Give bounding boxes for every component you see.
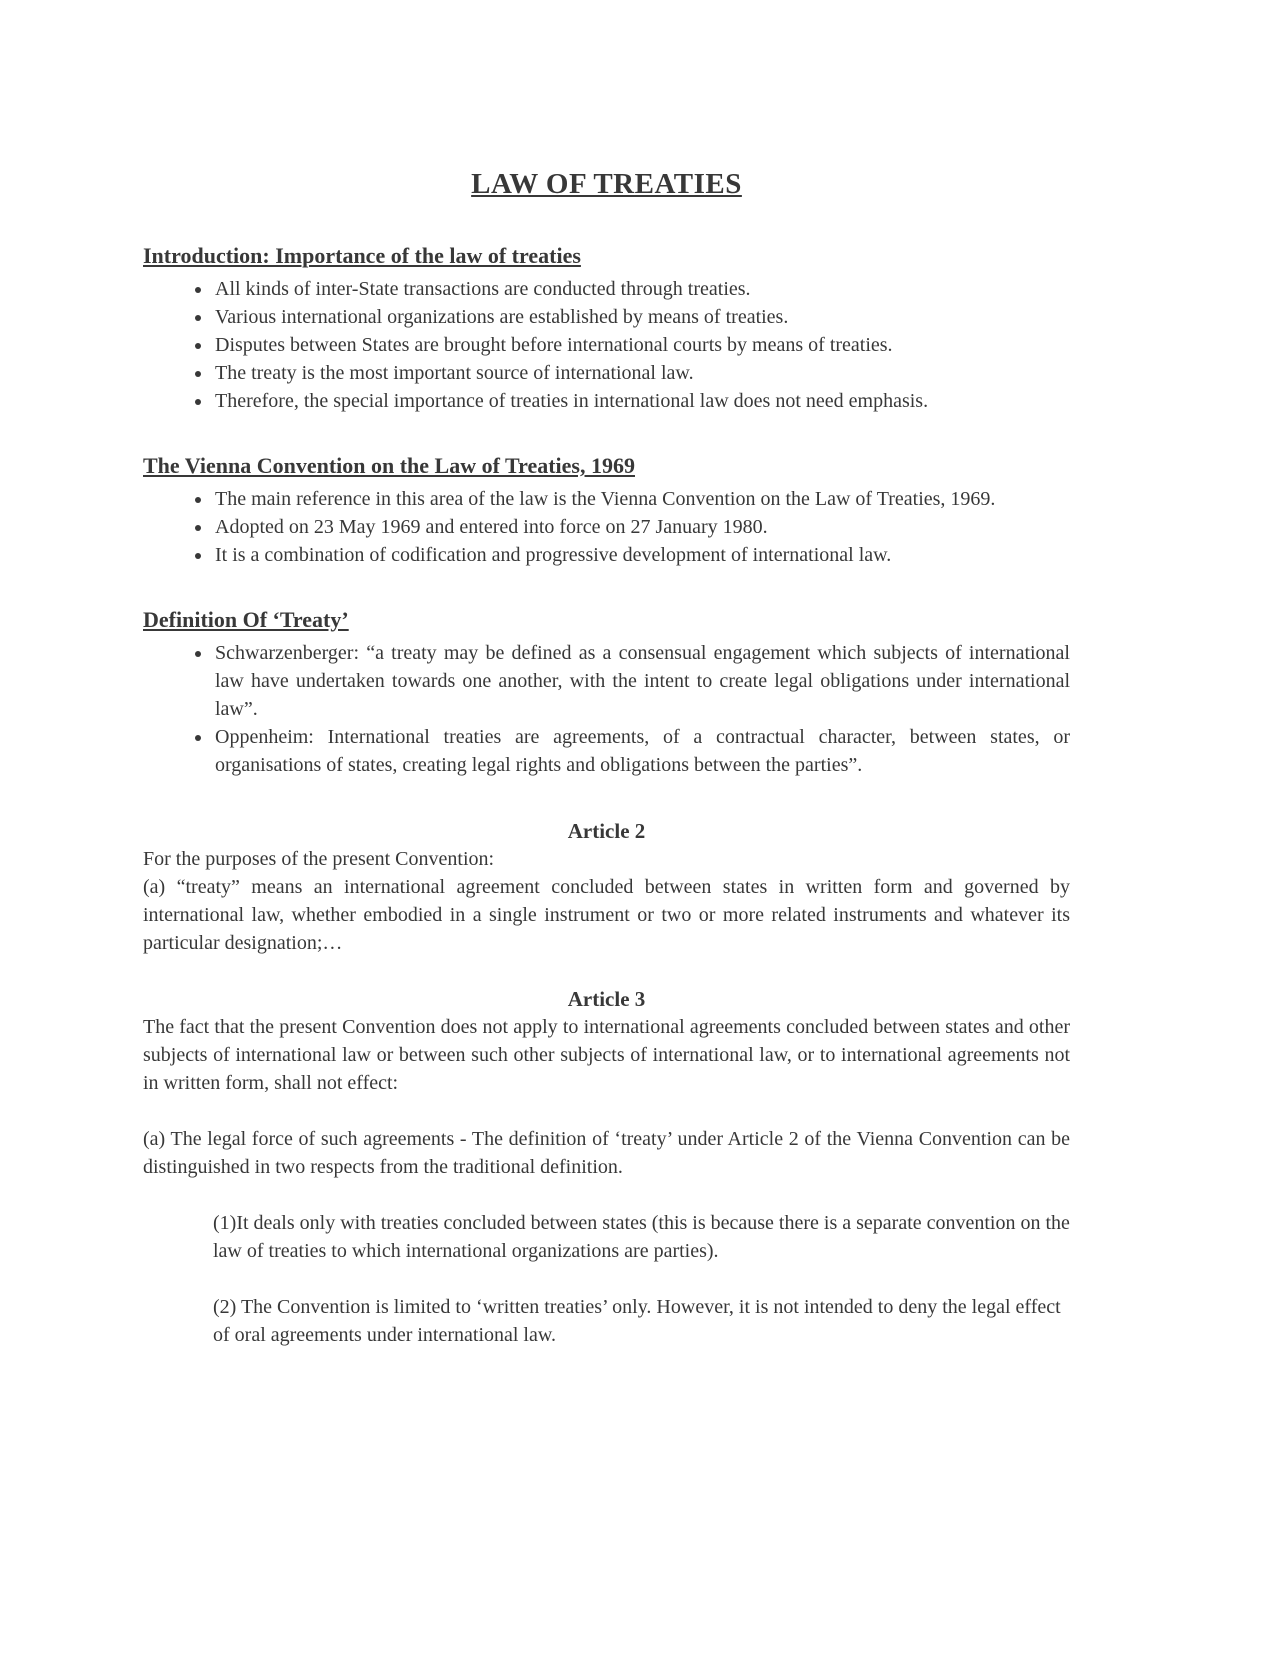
section-vienna-convention	[143, 453, 1070, 569]
article-2-heading: Article 2	[567, 819, 646, 843]
bullet-item: • Disputes between States are brought before international courts by means of treaties.	[213, 331, 1070, 359]
section-definition-of-treaty	[143, 607, 1070, 779]
bullet-item: • All kinds of inter-State transactions are conducted through treaties.	[213, 275, 1070, 303]
definition-bullet-list	[143, 639, 1070, 779]
vienna-convention-heading: The Vienna Convention on the Law of Treaties, 1969	[143, 453, 635, 478]
section-article-3	[143, 985, 1070, 1349]
bullet-item: • Various international organizations are established by means of treaties.	[213, 303, 1070, 331]
article-2-paragraph: For the purposes of the present Convention:	[143, 848, 495, 870]
article-2-paragraph: (a) “treaty” means an international agreement concluded between states in written form and governed by international law, whether embodied in a single instrument or two or more related instruments and whatever its particular designation;…	[143, 876, 1070, 954]
document-title: LAW OF TREATIES	[471, 168, 742, 200]
bullet-item: • Schwarzenberger: “a treaty may be defined as a consensual engagement which subjects of international law have undertaken towards one another, with the intent to create legal obligations under international law”.	[213, 639, 1070, 723]
section-introduction	[143, 243, 1070, 415]
article-3-point-2: (2) The Convention is limited to ‘written treaties’ only. However, it is not intended to deny the legal effect of oral agreements under international law.	[213, 1296, 1061, 1346]
section-article-2	[143, 817, 1070, 957]
introduction-bullet-list	[143, 275, 1070, 415]
bullet-item: • It is a combination of codification and progressive development of international law.	[213, 541, 1070, 569]
bullet-item: • The main reference in this area of the law is the Vienna Convention on the Law of Treaties, 1969.	[213, 485, 1070, 513]
article-3-intro-paragraph: The fact that the present Convention does not apply to international agreements concluded between states and other subjects of international law or between such other subjects of international law, or to international agreements not in written form, shall not effect:	[143, 1016, 1070, 1094]
bullet-item: • The treaty is the most important source of international law.	[213, 359, 1070, 387]
bullet-item: • Adopted on 23 May 1969 and entered into force on 27 January 1980.	[213, 513, 1070, 541]
article-3-heading: Article 3	[567, 987, 646, 1011]
introduction-heading: Introduction: Importance of the law of treaties	[143, 243, 581, 268]
bullet-item: • Oppenheim: International treaties are agreements, of a contractual character, between states, or organisations of states, creating legal rights and obligations between the parties”.	[213, 723, 1070, 779]
article-3-legal-force-paragraph: (a) The legal force of such agreements - The definition of ‘treaty’ under Article 2 of the Vienna Convention can be distinguished in two respects from the traditional definition.	[143, 1128, 1070, 1178]
definition-heading: Definition Of ‘Treaty’	[143, 607, 349, 632]
bullet-item: • Therefore, the special importance of treaties in international law does not need emphasis.	[213, 387, 1070, 415]
vienna-convention-bullet-list	[143, 485, 1070, 569]
article-3-point-1: (1)It deals only with treaties concluded between states (this is because there is a separate convention on the law of treaties to which international organizations are parties).	[213, 1212, 1070, 1262]
